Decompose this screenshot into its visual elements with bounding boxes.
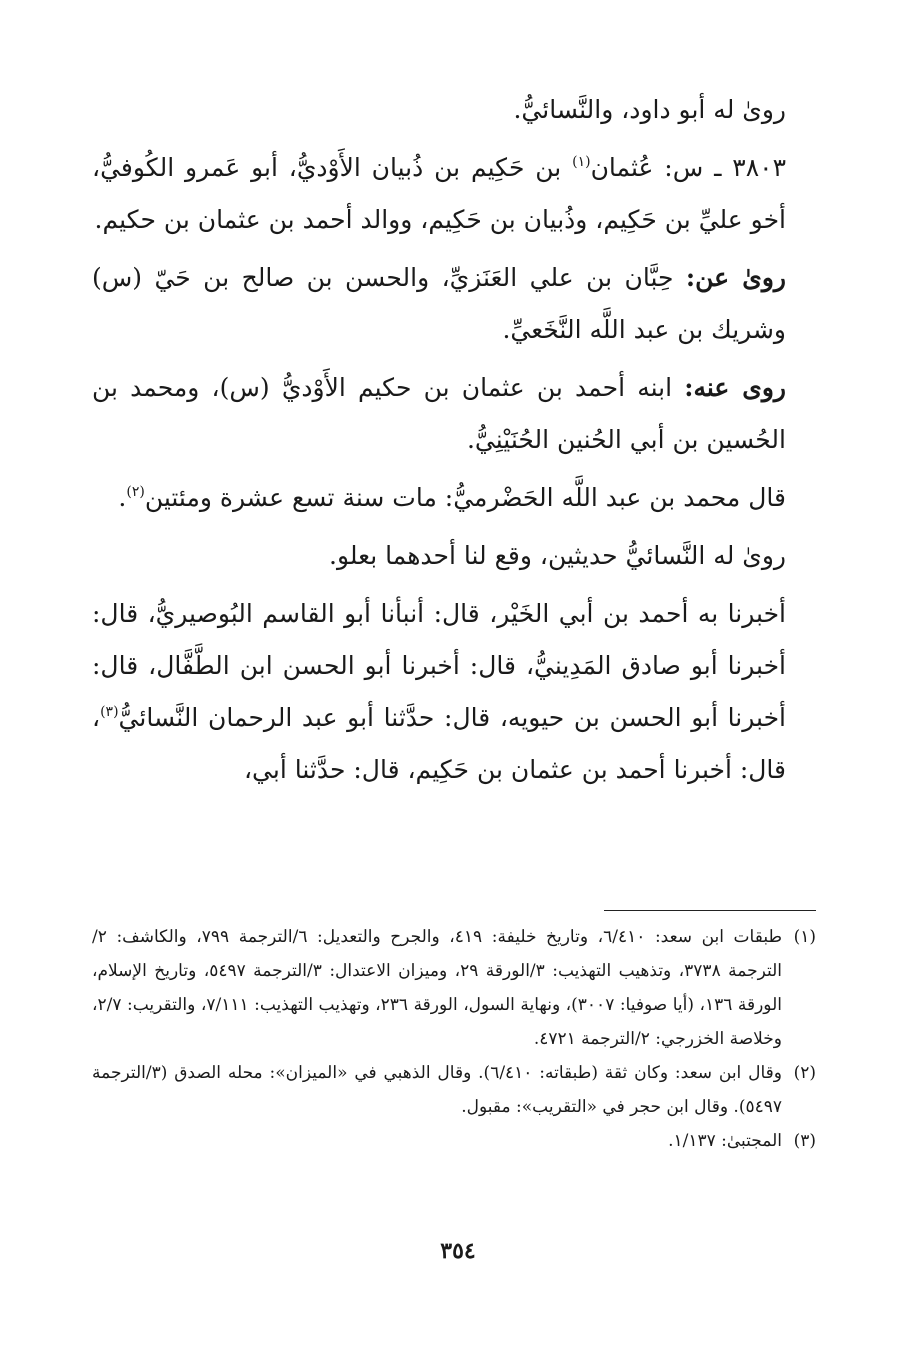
biography-entry-paragraph: [92, 142, 816, 246]
page-number: ٣٥٤: [440, 1238, 476, 1264]
entry-description: بن حَكِيم بن ذُبيان الأَوْديُّ، أبو عَمرو الكُوفيُّ، أخو عليِّ بن حَكِيم، وذُبيان بن حَكِيم، ووالد أحمد بن عثمان بن حكيم.: [92, 153, 786, 234]
footnote-text: المجتبىٰ: ١/١٣٧.: [668, 1131, 782, 1151]
death-paragraph: [92, 472, 816, 524]
footnote-text: طبقات ابن سعد: ٦/٤١٠، وتاريخ خليفة: ٤١٩، والجرح والتعديل: ٦/الترجمة ٧٩٩، والكاشف: ٢/الترجمة ٣٧٣٨، وتذهيب التهذيب: ٣/الورقة ٢٩، وميزان الاعتدال: ٣/الترجمة ٥٤٩٧، وتاريخ الإسلام، الورقة ١٣٦، (أيا صوفيا: ٣٠٠٧)، ونهاية السول، الورقة ٢٣٦، وتهذيب التهذيب: ٧/١١١، والتقريب: ٢/٧، وخلاصة الخزرجي: ٢/الترجمة ٤٧٢١.: [92, 927, 782, 1049]
footnote-number: (٢): [793, 1063, 816, 1083]
footnote-2: [92, 1056, 816, 1124]
death-end: .: [118, 483, 127, 512]
narrators-label: روى عنه:: [684, 373, 786, 402]
footnote-ref-3: (٣): [100, 704, 119, 720]
death-text: قال محمد بن عبد اللَّه الحَضْرميُّ: مات سنة تسع عشرة ومئتين: [144, 483, 786, 512]
footnote-number: (٣): [793, 1131, 816, 1151]
footnote-3: [92, 1124, 816, 1158]
narration-line: روىٰ له أبو داود، والنَّسائيُّ.: [513, 95, 786, 124]
footnote-ref-2: (٢): [126, 484, 145, 500]
entry-name: عُثمان: [590, 153, 654, 182]
hadith-count-text: روىٰ له النَّسائيُّ حديثين، وقع لنا أحدهما بعلو.: [329, 541, 786, 570]
footnote-number: (١): [793, 927, 816, 947]
main-text: [92, 84, 816, 796]
narrators-text: ابنه أحمد بن عثمان بن حكيم الأَوْديُّ (س)، ومحمد بن الحُسين بن أبي الحُنين الحُنَيْنِيُّ.: [92, 373, 786, 454]
footnote-1: [92, 920, 816, 1056]
isnad-paragraph: [92, 588, 816, 796]
entry-number: ٣٨٠٣ ـ س:: [653, 153, 786, 182]
footnotes: [92, 920, 816, 1158]
isnad-end: ، قال: أخبرنا أحمد بن عثمان بن حَكِيم، قال: حدَّثنا أبي،: [92, 703, 786, 784]
narration-paragraph: [92, 84, 816, 136]
hadith-count-paragraph: [92, 530, 816, 582]
narrated-from-label: روىٰ عن:: [685, 263, 787, 292]
footnote-text: وقال ابن سعد: وكان ثقة (طبقاته: ٦/٤١٠). وقال الذهبي في «الميزان»: محله الصدق (٣/الترجمة ٥٤٩٧). وقال ابن حجر في «التقريب»: مقبول.: [92, 1063, 782, 1117]
narrated-from-paragraph: [92, 252, 816, 356]
footnote-divider: [604, 910, 816, 911]
narrated-from-text: حِبَّان بن علي العَنَزيِّ، والحسن بن صالح بن حَيّ (س) وشريك بن عبد اللَّه النَّخَعيِّ.: [92, 263, 786, 344]
narrators-paragraph: [92, 362, 816, 466]
footnote-ref-1: (١): [572, 154, 591, 170]
isnad-text: أخبرنا به أحمد بن أبي الخَيْر، قال: أنبأنا أبو القاسم البُوصيريُّ، قال: أخبرنا أبو صادق المَدِينيُّ، قال: أخبرنا أبو الحسن ابن الطَّفَّال، قال: أخبرنا أبو الحسن بن حيويه، قال: حدَّثنا أبو عبد الرحمان النَّسائيُّ: [92, 599, 786, 732]
